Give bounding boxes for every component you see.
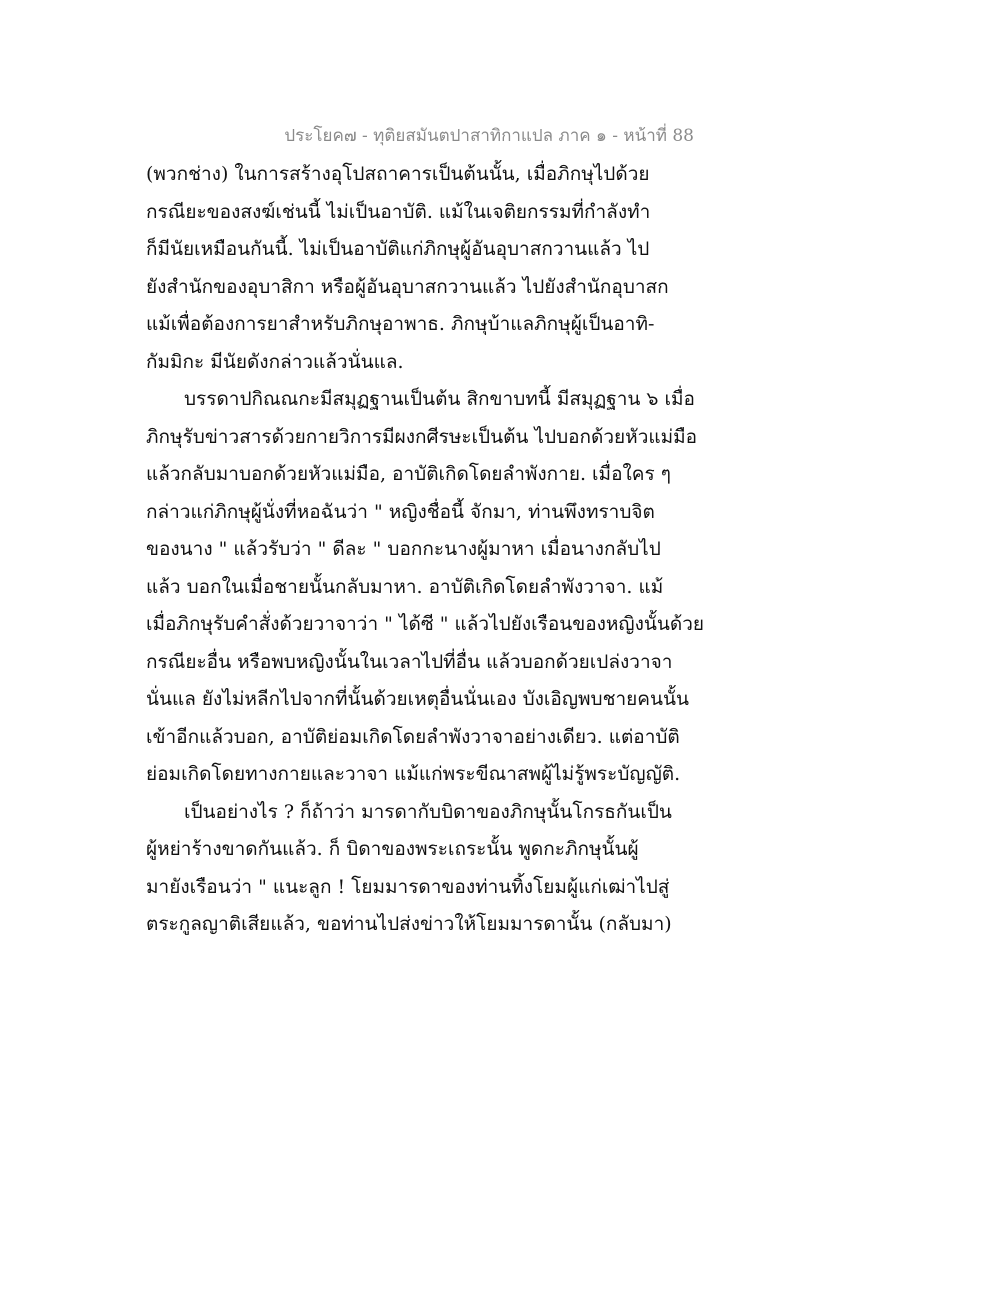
text-line: แม้เพื่อต้องการยาสำหรับภิกษุอาพาธ. ภิกษุบ้าแลภิกษุผู้เป็นอาทิ- xyxy=(146,313,655,335)
text-line: แล้วกลับมาบอกด้วยหัวแม่มือ, อาบัติเกิดโดยลำพังกาย. เมื่อใคร ๆ xyxy=(146,463,671,485)
text-line: ย่อมเกิดโดยทางกายและวาจา แม้แก่พระขีณาสพผู้ไม่รู้พระบัญญัติ. xyxy=(146,763,681,785)
text-line: กรณียะอื่น หรือพบหญิงนั้นในเวลาไปที่อื่น แล้วบอกด้วยเปล่งวาจา xyxy=(146,650,673,673)
text-line: กล่าวแก่ภิกษุผู้นั่งที่หอฉันว่า " หญิงชื่อนี้ จักมา, ท่านพึงทราบจิต xyxy=(146,500,655,523)
text-line: มายังเรือนว่า " แนะลูก ! โยมมารดาของท่านทิ้งโยมผู้แก่เฒ่าไปสู่ xyxy=(146,875,670,898)
text-line: แล้ว บอกในเมื่อชายนั้นกลับมาหา. อาบัติเกิดโดยลำพังวาจา. แม้ xyxy=(146,575,664,598)
text-line: ก็มีนัยเหมือนกันนี้. ไม่เป็นอาบัติแก่ภิกษุผู้อันอุบาสกวานแล้ว ไป xyxy=(146,238,650,260)
text-line: เมื่อภิกษุรับคำสั่งด้วยวาจาว่า " ได้ซี " แล้วไปยังเรือนของหญิงนั้นด้วย xyxy=(146,613,705,635)
text-line: กัมมิกะ มีนัยดังกล่าวแล้วนั่นแล. xyxy=(146,350,404,373)
text-line: (พวกช่าง) ในการสร้างอุโปสถาคารเป็นต้นนั้น, เมื่อภิกษุไปด้วย xyxy=(146,163,650,185)
body-text xyxy=(146,156,706,944)
text-line: นั่นแล ยังไม่หลีกไปจากที่นั้นด้วยเหตุอื่นนั่นเอง บังเอิญพบชายคนนั้น xyxy=(146,688,689,710)
text-line: เข้าอีกแล้วบอก, อาบัติย่อมเกิดโดยลำพังวาจาอย่างเดียว. แต่อาบัติ xyxy=(146,725,680,748)
text-line: ตระกูลญาติเสียแล้ว, ขอท่านไปส่งข่าวให้โยมมารดานั้น (กลับมา) xyxy=(146,913,672,935)
text-line: ภิกษุรับข่าวสารด้วยกายวิการมีผงกศีรษะเป็นต้น ไปบอกด้วยหัวแม่มือ xyxy=(146,425,698,448)
text-line: ยังสำนักของอุบาสิกา หรือผู้อันอุบาสกวานแล้ว ไปยังสำนักอุบาสก xyxy=(146,275,669,298)
text-line: บรรดาปกิณณกะมีสมุฏฐานเป็นต้น สิกขาบทนี้ มีสมุฏฐาน ๖ เมื่อ xyxy=(184,388,695,410)
text-line: ของนาง " แล้วรับว่า " ดีละ " บอกกะนางผู้มาหา เมื่อนางกลับไป xyxy=(146,538,661,560)
text-line: ผู้หย่าร้างขาดกันแล้ว. ก็ บิดาของพระเถระนั้น พูดกะภิกษุนั้นผู้ xyxy=(146,838,639,860)
text-line: เป็นอย่างไร ? ก็ถ้าว่า มารดากับบิดาของภิกษุนั้นโกรธกันเป็น xyxy=(184,800,672,823)
running-header: ประโยค๗ - ทุติยสมันตปาสาทิกาแปล ภาค ๑ - หน้าที่ 88 xyxy=(284,126,694,146)
text-line: กรณียะของสงฆ์เช่นนี้ ไม่เป็นอาบัติ. แม้ในเจติยกรรมที่กำลังทำ xyxy=(146,200,651,223)
